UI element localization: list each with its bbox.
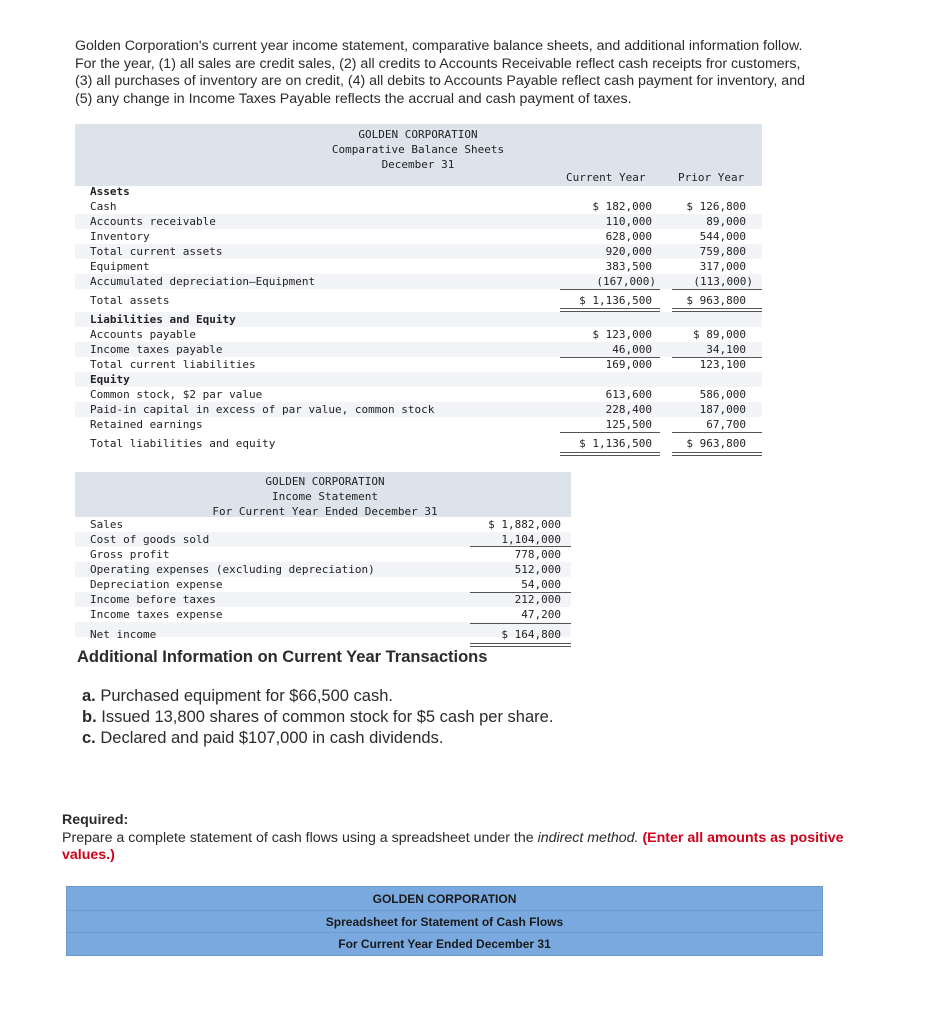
bs-double-underline bbox=[672, 308, 762, 312]
bs-label-cash: Cash bbox=[90, 200, 117, 213]
additional-item-b bbox=[82, 707, 553, 728]
spreadsheet-title: Spreadsheet for Statement of Cash Flows bbox=[67, 910, 822, 933]
bs-prior-itp: 34,100 bbox=[706, 343, 746, 356]
bs-underline bbox=[672, 357, 762, 358]
is-underline bbox=[470, 623, 571, 624]
is-amt-cogs: 1,104,000 bbox=[501, 533, 561, 546]
row-band bbox=[75, 372, 762, 387]
is-label-sales: Sales bbox=[90, 518, 124, 531]
is-amt-operating-expenses: 512,000 bbox=[514, 563, 561, 576]
col-current-year: Current Year bbox=[566, 171, 646, 184]
is-title-period: For Current Year Ended December 31 bbox=[212, 505, 438, 518]
bs-prior-total-le: $ 963,800 bbox=[686, 437, 746, 450]
bs-prior-retained: 67,700 bbox=[706, 418, 746, 431]
required-instructions bbox=[62, 830, 882, 865]
item-text: Purchased equipment for $66,500 cash. bbox=[95, 687, 393, 705]
bs-prior-common-stock: 586,000 bbox=[699, 388, 746, 401]
liabilities-heading: Liabilities and Equity bbox=[90, 313, 236, 326]
bs-label-inventory: Inventory bbox=[90, 230, 150, 243]
spreadsheet-header bbox=[66, 886, 823, 956]
bs-label-total-liabilities-equity: Total liabilities and equity bbox=[90, 437, 276, 450]
bs-title-company: GOLDEN CORPORATION bbox=[358, 128, 478, 141]
equity-heading: Equity bbox=[90, 373, 130, 386]
required-note: (Enter all amounts as positive values.) bbox=[62, 829, 844, 863]
bs-title-statement: Comparative Balance Sheets bbox=[331, 143, 505, 156]
bs-cur-total-current-assets: 920,000 bbox=[605, 245, 652, 258]
bs-cur-inventory: 628,000 bbox=[605, 230, 652, 243]
bs-double-underline bbox=[560, 452, 660, 456]
bs-double-underline bbox=[672, 452, 762, 456]
bs-cur-ap: $ 123,000 bbox=[592, 328, 652, 341]
is-underline bbox=[470, 546, 571, 547]
additional-item-c bbox=[82, 728, 553, 749]
bs-underline bbox=[672, 289, 762, 290]
bs-cur-total-assets: $ 1,136,500 bbox=[579, 294, 652, 307]
required-text: Prepare a complete statement of cash flows using a spreadsheet under the bbox=[62, 829, 538, 846]
spreadsheet-company: GOLDEN CORPORATION bbox=[372, 892, 517, 906]
bs-label-accounts-payable: Accounts payable bbox=[90, 328, 196, 341]
required-method: indirect method. bbox=[537, 829, 639, 846]
bs-cur-retained: 125,500 bbox=[605, 418, 652, 431]
bs-cur-tcl: 169,000 bbox=[605, 358, 652, 371]
bs-prior-total-current-assets: 759,800 bbox=[699, 245, 746, 258]
is-amt-income-taxes: 47,200 bbox=[521, 608, 561, 621]
bs-prior-tcl: 123,100 bbox=[699, 358, 746, 371]
is-label-income-taxes: Income taxes expense bbox=[90, 608, 223, 621]
bs-cur-cash: $ 182,000 bbox=[592, 200, 652, 213]
bs-cur-common-stock: 613,600 bbox=[605, 388, 652, 401]
bs-cur-accum-dep: (167,000) bbox=[596, 275, 656, 288]
income-statement-header bbox=[75, 472, 571, 517]
is-amt-net-income: $ 164,800 bbox=[501, 628, 561, 641]
problem-intro: Golden Corporation's current year income statement, comparative balance sheets, and additional information follow. For the year, (1) all sales are credit sales, (2) all credits to Accounts Receivable reflect cash receipts fror customers, (3) all purchases of inventory are on credit, (4) all debits to Accounts Payable reflect cash payment for inventory, and (5) any change in Income Taxes Payable reflects the accrual and cash payment of taxes. bbox=[75, 38, 805, 107]
bs-title-date: December 31 bbox=[381, 158, 455, 171]
is-amt-income-before-taxes: 212,000 bbox=[514, 593, 561, 606]
required-section bbox=[62, 812, 882, 865]
is-amt-sales: $ 1,882,000 bbox=[488, 518, 561, 531]
additional-item-a bbox=[82, 686, 553, 707]
balance-sheet-title bbox=[323, 124, 513, 172]
bs-prior-accum-dep: (113,000) bbox=[693, 275, 753, 288]
bs-prior-inventory: 544,000 bbox=[699, 230, 746, 243]
bs-cur-total-le: $ 1,136,500 bbox=[579, 437, 652, 450]
item-letter: a. bbox=[82, 687, 96, 705]
bs-label-total-current-liabilities: Total current liabilities bbox=[90, 358, 256, 371]
spreadsheet-period: For Current Year Ended December 31 bbox=[67, 932, 822, 955]
is-double-underline bbox=[470, 643, 571, 647]
bs-cur-paid-in: 228,400 bbox=[605, 403, 652, 416]
bs-label-total-current-assets: Total current assets bbox=[90, 245, 223, 258]
required-label: Required: bbox=[62, 812, 129, 828]
bs-cur-equipment: 383,500 bbox=[605, 260, 652, 273]
additional-info-list bbox=[82, 686, 553, 749]
bs-underline bbox=[560, 357, 660, 358]
bs-double-underline bbox=[560, 308, 660, 312]
bs-prior-equipment: 317,000 bbox=[699, 260, 746, 273]
bs-label-accounts-receivable: Accounts receivable bbox=[90, 215, 216, 228]
bs-label-retained-earnings: Retained earnings bbox=[90, 418, 203, 431]
col-prior-year: Prior Year bbox=[678, 171, 745, 184]
bs-underline bbox=[560, 432, 660, 433]
is-label-operating-expenses: Operating expenses (excluding depreciation) bbox=[90, 563, 375, 576]
bs-cur-ar: 110,000 bbox=[605, 215, 652, 228]
bs-label-accumulated-depreciation: Accumulated depreciation—Equipment bbox=[90, 275, 316, 288]
bs-cur-itp: 46,000 bbox=[612, 343, 652, 356]
bs-underline bbox=[560, 289, 660, 290]
bs-label-equipment: Equipment bbox=[90, 260, 150, 273]
bs-label-common-stock: Common stock, $2 par value bbox=[90, 388, 263, 401]
bs-prior-cash: $ 126,800 bbox=[686, 200, 746, 213]
additional-info-title: Additional Information on Current Year Transactions bbox=[77, 648, 488, 666]
is-label-net-income: Net income bbox=[90, 628, 157, 641]
is-label-gross-profit: Gross profit bbox=[90, 548, 170, 561]
bs-label-paid-in-capital: Paid-in capital in excess of par value, common stock bbox=[90, 403, 435, 416]
is-amt-gross-profit: 778,000 bbox=[514, 548, 561, 561]
is-label-depreciation: Depreciation expense bbox=[90, 578, 223, 591]
is-underline bbox=[470, 592, 571, 593]
is-label-income-before-taxes: Income before taxes bbox=[90, 593, 216, 606]
bs-label-income-taxes-payable: Income taxes payable bbox=[90, 343, 223, 356]
is-title-company: GOLDEN CORPORATION bbox=[265, 475, 385, 488]
balance-sheet-header bbox=[75, 124, 762, 186]
is-label-cogs: Cost of goods sold bbox=[90, 533, 210, 546]
item-letter: c. bbox=[82, 729, 96, 747]
is-amt-depreciation: 54,000 bbox=[521, 578, 561, 591]
bs-prior-paid-in: 187,000 bbox=[699, 403, 746, 416]
assets-heading: Assets bbox=[90, 185, 130, 198]
bs-label-total-assets: Total assets bbox=[90, 294, 170, 307]
bs-prior-ar: 89,000 bbox=[706, 215, 746, 228]
item-letter: b. bbox=[82, 708, 97, 726]
item-text: Issued 13,800 shares of common stock for $5 cash per share. bbox=[96, 708, 554, 726]
bs-underline bbox=[672, 432, 762, 433]
bs-prior-total-assets: $ 963,800 bbox=[686, 294, 746, 307]
income-statement-title bbox=[195, 472, 455, 519]
bs-prior-ap: $ 89,000 bbox=[693, 328, 746, 341]
is-title-statement: Income Statement bbox=[272, 490, 378, 503]
item-text: Declared and paid $107,000 in cash dividends. bbox=[95, 729, 444, 747]
